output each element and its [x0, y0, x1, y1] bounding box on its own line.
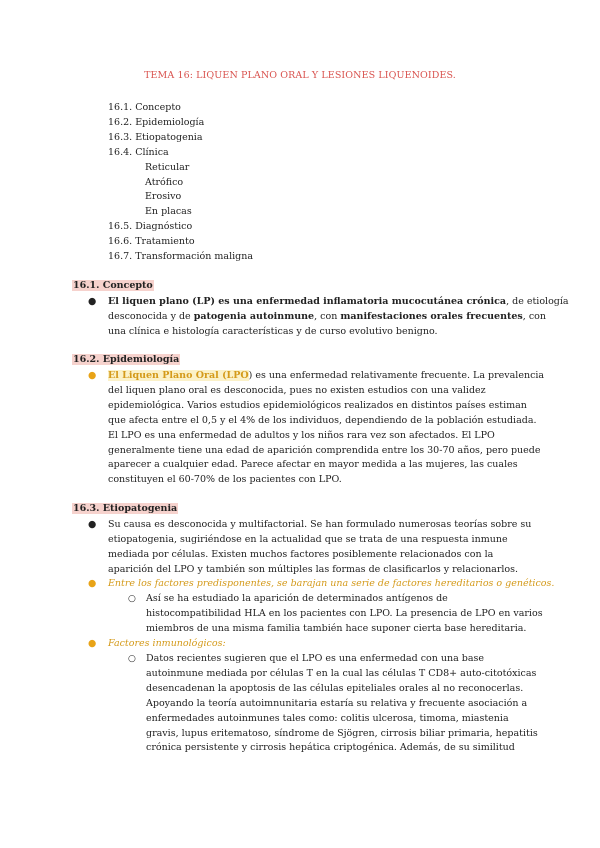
- bullet-icon: ●: [88, 370, 97, 381]
- bullet-text: El Liquen Plano Oral (LPO) es una enfermedad relativamente frecuente. La prevalencia del liquen plano oral es desconocida, pues no existen estudios con una validez epidemiológica. Varios estudios epidemiológicos realizados en distintos países estiman que afecta entre el 0,5 y el 4% de los individuos, dependiendo de la población estudiada. El LPO es una enfermedad de adultos y los niños rara vez son afectados. El LPO generalmente tiene una edad de aparición comprendida entre los 30-70 años, pero puede aparecer a cualquier edad. Parece afectar en mayor medida a las mujeres, las cuales constituyen el 60-70% de los pacientes con LPO.: [108, 370, 545, 486]
- toc-item: 16.4. Clínica: [108, 146, 169, 158]
- circle-bullet-icon: ○: [128, 654, 136, 664]
- section-heading-concepto: 16.1. Concepto: [73, 280, 153, 291]
- circle-bullet-icon: ○: [128, 594, 136, 604]
- bullet-icon: ●: [88, 578, 97, 589]
- toc-subitem: Erosivo: [145, 191, 182, 203]
- bullet-icon: ●: [88, 519, 97, 530]
- table-of-contents: [108, 101, 253, 265]
- toc-subitem: Atrófico: [145, 176, 184, 188]
- toc-item: 16.1. Concepto: [108, 102, 181, 113]
- toc-item: 16.3. Etiopatogenia: [108, 131, 203, 143]
- bullet-icon: ●: [88, 638, 97, 649]
- section-heading-etiopatogenia: 16.3. Etiopatogenia: [73, 503, 178, 514]
- subbullet-text: Datos recientes sugieren que el LPO es una enfermedad con una base autoinmune mediada por células T en la cual las células T CD8+ auto-citotóxicas desencadenan la apoptosis de las células epiteliales orales al no reconocerlas. Apoyando la teoría autoimnunitaria estaría su relativa y frecuente asociación a enfermedades autoinmunes tales como: colitis ulcerosa, timoma, miastenia gravis, lupus eritematoso, síndrome de Sjögren, cirrosis biliar primaria, hepatitis crónica persistente y cirrosis hepática criptogénica. Además, de su similitud: [146, 653, 538, 754]
- toc-item: 16.5. Diagnóstico: [108, 221, 193, 233]
- document-title: TEMA 16: LIQUEN PLANO ORAL Y LESIONES LIQUENOIDES.: [144, 70, 456, 81]
- bullet-text: Factores inmunológicos:: [108, 638, 226, 649]
- bullet-text: El liquen plano (LP) es una enfermedad inflamatoria mucocutánea crónica, de etiología desconocida y de patogenia autoinmune, con manifestaciones orales frecuentes, con una clínica e histología características y de curso evolutivo benigno.: [108, 296, 569, 337]
- bullet-icon: ●: [88, 296, 97, 307]
- subbullet-text: Así se ha estudiado la aparición de determinados antígenos de histocompatibilidad HLA en los pacientes con LPO. La presencia de LPO en varios miembros de una misma familia también hace suponer cierta base hereditaria.: [146, 593, 543, 634]
- toc-subitem: Reticular: [145, 161, 190, 173]
- toc-subitem: En placas: [145, 206, 192, 218]
- toc-item: 16.6. Tratamiento: [108, 236, 195, 248]
- section-heading-epidemiologia: 16.2. Epidemiología: [73, 354, 180, 365]
- toc-item: 16.7. Transformación maligna: [108, 251, 254, 263]
- bullet-text: Entre los factores predisponentes, se barajan una serie de factores hereditarios o genéticos.: [108, 578, 555, 589]
- bullet-text: Su causa es desconocida y multifactorial. Se han formulado numerosas teorías sobre su etiopatogenia, sugiriéndose en la actualidad que se trata de una respuesta inmune mediada por células. Existen muchos factores posiblemente relacionados con la aparición del LPO y también son múltiples las formas de clasificarlos y relacionarlos.: [108, 519, 532, 575]
- toc-item: 16.2. Epidemiología: [108, 116, 205, 128]
